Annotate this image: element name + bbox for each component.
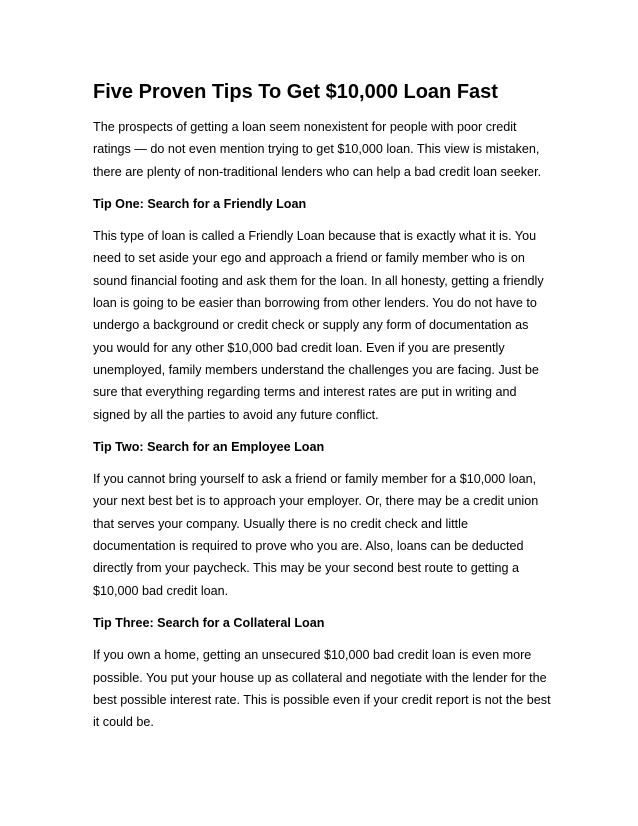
section-body: This type of loan is called a Friendly Loan because that is exactly what it is. You need to set aside your ego and approach a friend or family member who is on sound financial footing and ask them for the loan. In all honesty, getting a friendly loan is going to be easier than borrowing from other lenders. You do not have to undergo a background or credit check or supply any form of documentation as you would for any other $10,000 bad credit loan. Even if you are presently unemployed, family members understand the challenges you are facing. Just be sure that everything regarding terms and interest rates are put in writing and signed by all the parties to avoid any future conflict. xyxy=(93,229,544,422)
section-body: If you own a home, getting an unsecured $10,000 bad credit loan is even more possible. You put your house up as collateral and negotiate with the lender for the best possible interest rate. This is possible even if your credit report is not the best it could be. xyxy=(93,648,551,730)
intro-paragraph: The prospects of getting a loan seem nonexistent for people with poor credit ratings — do not even mention trying to get $10,000 loan. This view is mistaken, there are plenty of non-traditional lenders who can help a bad credit loan seeker. xyxy=(93,120,542,179)
section-heading: Tip One: Search for a Friendly Loan xyxy=(93,196,307,211)
section-tip-two xyxy=(93,436,551,602)
section-heading: Tip Two: Search for an Employee Loan xyxy=(93,439,325,454)
section-body: If you cannot bring yourself to ask a friend or family member for a $10,000 loan, your next best bet is to approach your employer. Or, there may be a credit union that serves your company. Usually there is no credit check and little documentation is required to prove who you are. Also, loans can be deducted directly from your paycheck. This may be your second best route to getting a $10,000 bad credit loan. xyxy=(93,472,539,598)
section-heading: Tip Three: Search for a Collateral Loan xyxy=(93,615,325,630)
document-title: Five Proven Tips To Get $10,000 Loan Fast xyxy=(93,81,498,103)
section-tip-one xyxy=(93,193,551,426)
section-tip-three xyxy=(93,612,551,733)
document-page xyxy=(93,78,551,743)
